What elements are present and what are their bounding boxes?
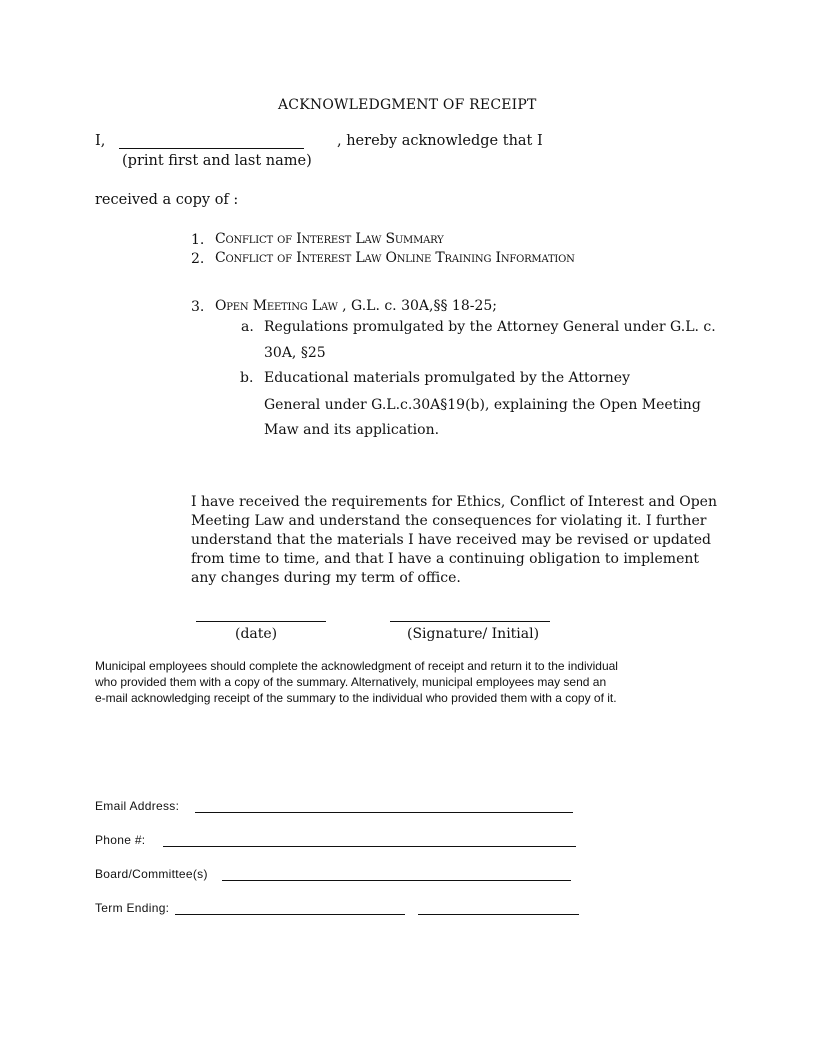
item-3-line	[215, 298, 497, 314]
name-field-line[interactable]	[119, 148, 304, 149]
phone-field-line[interactable]	[163, 846, 576, 847]
note-line-2: who provided them with a copy of the summary. Alternatively, municipal employees may send an	[95, 675, 607, 689]
statement-line-4: from time to time, and that I have a continuing obligation to implement	[191, 551, 700, 567]
name-caption: (print first and last name)	[122, 153, 312, 169]
statement-line-2: Meeting Law and understand the consequences for violating it. I further	[191, 513, 707, 529]
statement-line-3: understand that the materials I have received may be revised or updated	[191, 532, 711, 548]
board-field-line[interactable]	[222, 880, 571, 881]
item-3-number: 3.	[191, 299, 205, 315]
intro-suffix: , hereby acknowledge that I	[337, 133, 543, 149]
statement-line-5: any changes during my term of office.	[191, 570, 461, 586]
note-line-3: e-mail acknowledging receipt of the summary to the individual who provided them with a copy of it.	[95, 691, 617, 705]
subitem-b-letter: b.	[240, 370, 254, 386]
note-line-1: Municipal employees should complete the acknowledgment of receipt and return it to the individual	[95, 659, 618, 673]
date-caption: (date)	[235, 626, 278, 642]
subitem-a-letter: a.	[241, 319, 254, 335]
email-field-line[interactable]	[195, 812, 573, 813]
intro-prefix: I,	[95, 133, 106, 149]
item-1-text: Conflict of Interest Law Summary	[215, 231, 444, 247]
item-1-number: 1.	[191, 232, 205, 248]
phone-label: Phone #:	[95, 833, 146, 847]
term-field-line-1[interactable]	[175, 914, 405, 915]
date-field-line[interactable]	[196, 621, 326, 622]
subitem-b-line-1: Educational materials promulgated by the Attorney	[264, 370, 631, 386]
term-field-line-2[interactable]	[418, 914, 579, 915]
item-2-number: 2.	[191, 251, 205, 267]
item-2-text: Conflict of Interest Law Online Training Information	[215, 250, 575, 266]
received-label: received a copy of :	[95, 192, 239, 208]
signature-field-line[interactable]	[390, 621, 550, 622]
statement-line-1: I have received the requirements for Ethics, Conflict of Interest and Open	[191, 494, 717, 510]
signature-caption: (Signature/ Initial)	[407, 626, 540, 642]
document-title: ACKNOWLEDGMENT OF RECEIPT	[278, 97, 537, 113]
subitem-a-line-2: 30A, §25	[264, 345, 326, 361]
subitem-b-line-3: Maw and its application.	[264, 422, 440, 438]
item-3-text: Open Meeting Law	[215, 298, 338, 314]
subitem-b-line-2: General under G.L.c.30A§19(b), explaining the Open Meeting	[264, 397, 701, 413]
subitem-a-line-1: Regulations promulgated by the Attorney General under G.L. c.	[264, 319, 716, 335]
item-3-tail: , G.L. c. 30A,§§ 18-25;	[337, 298, 497, 314]
board-label: Board/Committee(s)	[95, 867, 208, 881]
email-label: Email Address:	[95, 799, 180, 813]
term-label: Term Ending:	[95, 901, 170, 915]
